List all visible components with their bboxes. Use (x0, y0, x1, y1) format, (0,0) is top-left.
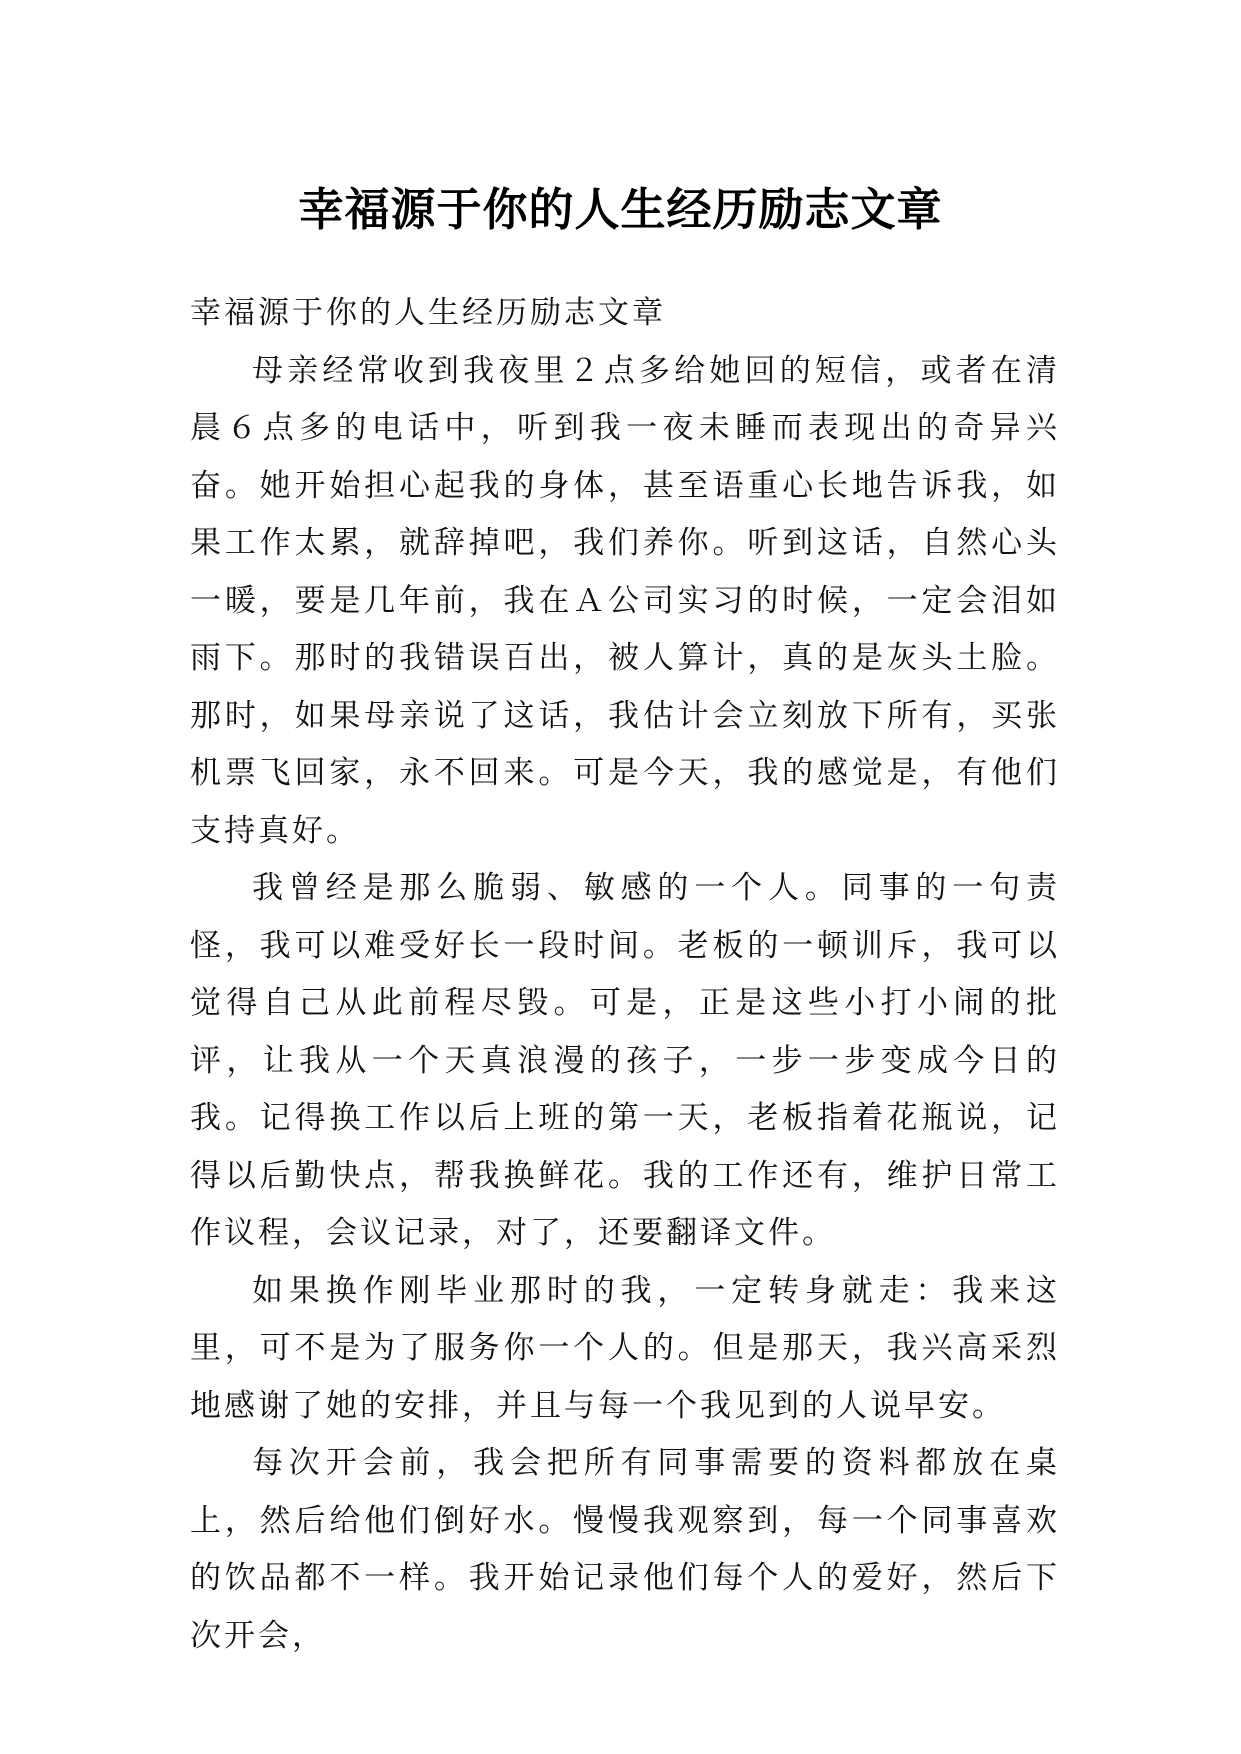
paragraph: 如果换作刚毕业那时的我，一定转身就走：我来这里，可不是为了服务你一个人的。但是那天，我兴高采烈地感谢了她的安排，并且与每一个我见到的人说早安。 (190, 1272, 1060, 1424)
document-body (190, 285, 1060, 1665)
paragraph: 我曾经是那么脆弱、敏感的一个人。同事的一句责怪，我可以难受好长一段时间。老板的一顿训斥，我可以觉得自己从此前程尽毁。可是，正是这些小打小闹的批评，让我从一个天真浪漫的孩子，一步一步变成今日的我。记得换工作以后上班的第一天，老板指着花瓶说，记得以后勤快点，帮我换鲜花。我的工作还有，维护日常工作议程，会议记录，对了，还要翻译文件。 (190, 870, 1060, 1251)
paragraph: 母亲经常收到我夜里２点多给她回的短信，或者在清晨６点多的电话中，听到我一夜未睡而表现出的奇异兴奋。她开始担心起我的身体，甚至语重心长地告诉我，如果工作太累，就辞掉吧，我们养你。听到这话，自然心头一暖，要是几年前，我在Ａ公司实习的时候，一定会泪如雨下。那时的我错误百出，被人算计，真的是灰头土脸。那时，如果母亲说了这话，我估计会立刻放下所有，买张机票飞回家，永不回来。可是今天，我的感觉是，有他们支持真好。 (190, 352, 1060, 849)
document-title: 幸福源于你的人生经历励志文章 (298, 183, 943, 237)
article-subtitle: 幸福源于你的人生经历励志文章 (190, 295, 666, 331)
paragraph: 每次开会前，我会把所有同事需要的资料都放在桌上，然后给他们倒好水。慢慢我观察到，每一个同事喜欢的饮品都不一样。我开始记录他们每个人的爱好，然后下次开会， (190, 1445, 1060, 1654)
